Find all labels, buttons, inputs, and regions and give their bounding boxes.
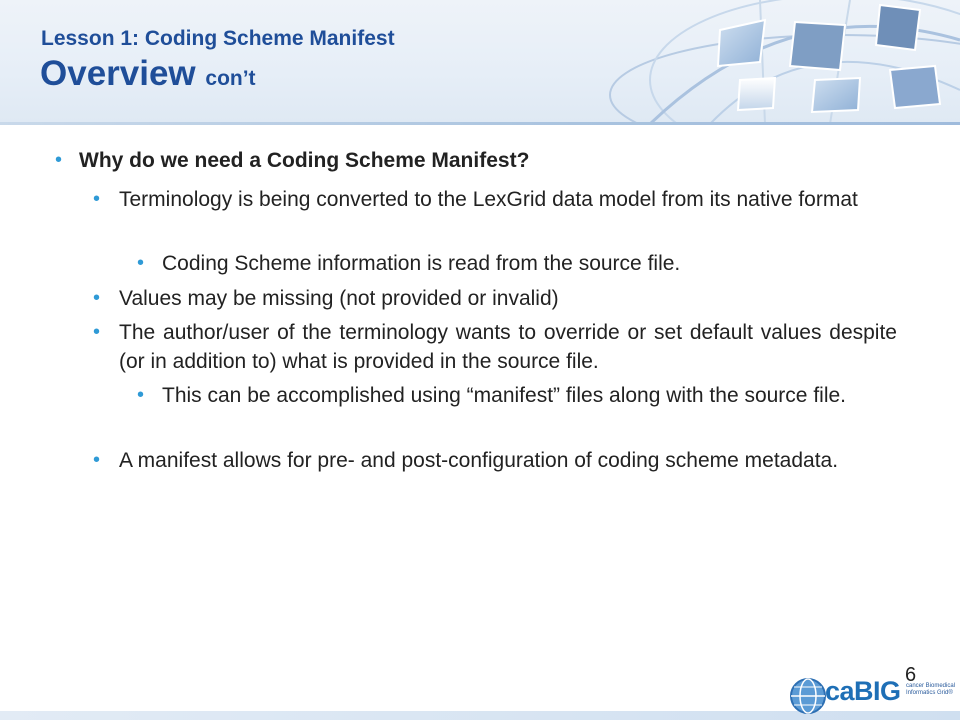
list-item [93, 446, 897, 475]
list-item [93, 318, 897, 376]
list-item-text: Why do we need a Coding Scheme Manifest? [79, 149, 530, 172]
bullet-icon: • [93, 188, 101, 210]
bullet-icon: • [93, 449, 101, 471]
bullet-icon: • [137, 252, 145, 274]
bullet-icon: • [93, 321, 101, 343]
photo-tile [812, 78, 860, 112]
list-item [93, 284, 897, 313]
header-globe-graphic [590, 0, 960, 124]
list-item [55, 146, 899, 175]
slide-title-text: Overview [40, 54, 196, 93]
photo-tile [718, 20, 765, 66]
bullet-icon: • [55, 149, 63, 171]
list-item-text: A manifest allows for pre- and post-configuration of coding scheme metadata. [119, 449, 839, 472]
slide-title [40, 54, 256, 94]
photo-tile [876, 5, 920, 50]
header-divider [0, 122, 960, 125]
bullet-icon: • [137, 384, 145, 406]
list-item [137, 381, 898, 410]
list-item [93, 185, 897, 214]
slide-number: 6 [905, 664, 917, 686]
slide-subtitle: Lesson 1: Coding Scheme Manifest [41, 27, 395, 50]
bullet-icon: • [93, 287, 101, 309]
photo-tile [738, 78, 775, 110]
photo-tile [790, 22, 845, 70]
logo-subtitle: cancer Biomedical Informatics Grid® [906, 683, 956, 696]
slide-title-suffix: con’t [205, 67, 256, 90]
list-item-text: Terminology is being converted to the LexGrid data model from its native format [119, 188, 858, 211]
logo-wordmark: caBIG [825, 676, 901, 706]
photo-tile [890, 66, 940, 108]
list-item [137, 249, 898, 278]
list-item-text: The author/user of the terminology wants to override or set default values despite (or in addition to) what is provided in the source file. [119, 321, 897, 373]
list-item-text: Values may be missing (not provided or invalid) [119, 287, 559, 310]
list-item-text: Coding Scheme information is read from the source file. [162, 252, 681, 275]
list-item-text: This can be accomplished using “manifest” files along with the source file. [162, 384, 846, 407]
